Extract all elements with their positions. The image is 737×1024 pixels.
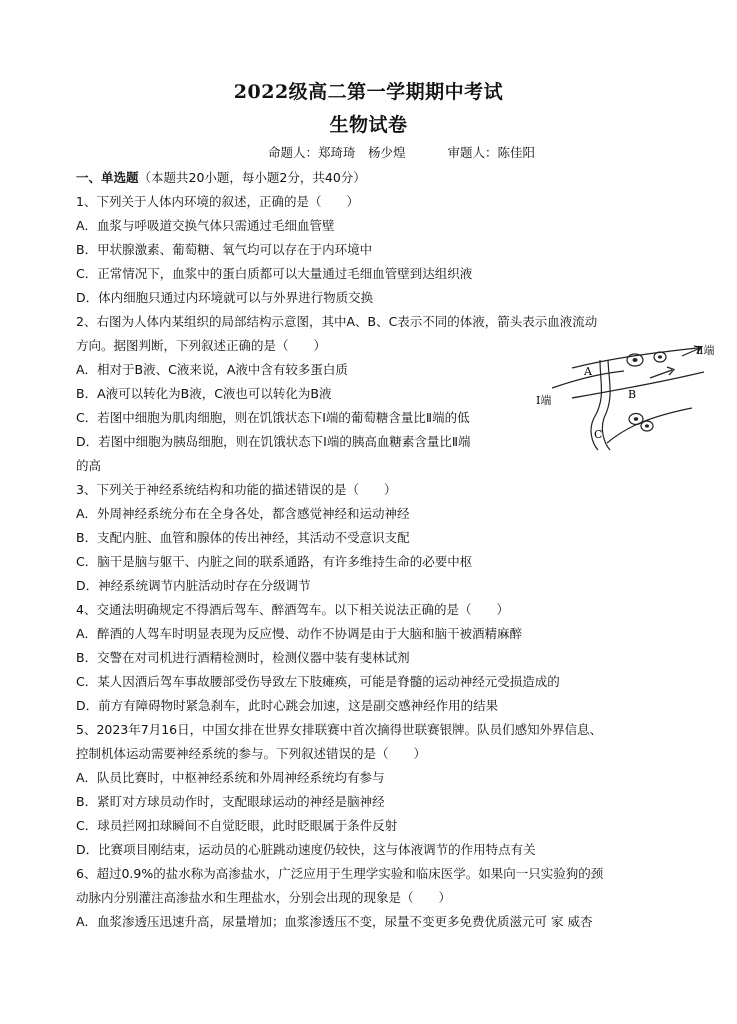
question-line: 4、交通法明确规定不得酒后驾车、醉酒驾车。以下相关说法正确的是（ ）: [76, 602, 509, 617]
label-end-2: Ⅱ端: [696, 344, 715, 357]
option-line: D．前方有障碍物时紧急刹车，此时心跳会加速，这是副交感神经作用的结果: [76, 698, 499, 713]
option-line: D．若图中细胞为胰岛细胞，则在饥饿状态下Ⅰ端的胰高血糖素含量比Ⅱ端: [76, 434, 471, 449]
reviewer-name: 审题人：陈佳阳: [447, 145, 535, 160]
question-line: 6、超过0.9%的盐水称为高渗盐水，广泛应用于生理学实验和临床医学。如果向一只实验狗的颈: [76, 866, 604, 881]
option-line: A．外周神经系统分布在全身各处，都含感觉神经和运动神经: [76, 506, 410, 521]
tissue-boundary: [607, 408, 692, 443]
option-line: B．甲状腺激素、葡萄糖、氧气均可以存在于内环境中: [76, 242, 373, 257]
section-heading: 一、单选题: [76, 170, 139, 185]
exam-subtitle: 生物试卷: [329, 114, 408, 136]
question-line: 5、2023年7月16日，中国女排在世界女排联赛中首次摘得世联赛银牌。队员们感知外界信息、: [76, 722, 603, 737]
question-line: 动脉内分别灌注高渗盐水和生理盐水，分别会出现的现象是（ ）: [76, 890, 452, 905]
section-note: （本题共20小题，每小题2分，共40分）: [138, 170, 366, 185]
label-a: A: [584, 365, 592, 378]
option-line: C．某人因酒后驾车事故腰部受伤导致左下肢瘫痪，可能是脊髓的运动神经元受损造成的: [76, 674, 560, 689]
question-line: 3、下列关于神经系统结构和功能的描述错误的是（ ）: [76, 482, 397, 497]
author-line: [268, 143, 535, 161]
option-line: B．紧盯对方球员动作时，支配眼球运动的神经是脑神经: [76, 794, 385, 809]
option-line: C．脑干是脑与躯干、内脏之间的联系通路，有许多维持生命的必要中枢: [76, 554, 473, 569]
option-line: A．队员比赛时，中枢神经系统和外周神经系统均有参与: [76, 770, 385, 785]
tissue-diagram: [532, 338, 722, 458]
option-line: D．神经系统调节内脏活动时存在分级调节: [76, 578, 311, 593]
label-c: C: [594, 428, 603, 441]
option-line: 的高: [76, 458, 102, 473]
tissue-cell-nucleus: [634, 417, 638, 421]
question-line: 控制机体运动需要神经系统的参与。下列叙述错误的是（ ）: [76, 746, 427, 761]
option-line: D．比赛项目刚结束，运动员的心脏跳动速度仍较快，这与体液调节的作用特点有关: [76, 842, 536, 857]
question-line: 方向。据图判断，下列叙述正确的是（ ）: [76, 338, 327, 353]
question-line: 1、下列关于人体内环境的叙述，正确的是（ ）: [76, 194, 359, 209]
label-end-1: Ⅰ端: [536, 394, 552, 407]
option-line: A．血浆渗透压迅速升高，尿量增加；血浆渗透压不变，尿量不变更多免费优质滋元可 家 威杏: [76, 914, 593, 929]
option-line: C．球员拦网扣球瞬间不自觉眨眼，此时眨眼属于条件反射: [76, 818, 398, 833]
option-line: B．A液可以转化为B液，C液也可以转化为B液: [76, 386, 332, 401]
option-line: B．支配内脏、血管和腺体的传出神经，其活动不受意识支配: [76, 530, 410, 545]
option-line: A．相对于B液、C液来说，A液中含有较多蛋白质: [76, 362, 348, 377]
section-heading-line: [76, 170, 366, 186]
tissue-cell-nucleus: [645, 424, 649, 427]
option-line: A．醉酒的人驾车时明显表现为反应慢、动作不协调是由于大脑和脑干被酒精麻醉: [76, 626, 523, 641]
option-line: C．正常情况下，血浆中的蛋白质都可以大量通过毛细血管壁到达组织液: [76, 266, 473, 281]
label-b: B: [628, 388, 637, 401]
blood-cell-nucleus: [658, 355, 662, 358]
blood-cell-nucleus: [633, 358, 638, 362]
setter-names: 命题人：郑琦琦 杨少煌: [268, 145, 406, 160]
option-line: A．血浆与呼吸道交换气体只需通过毛细血管壁: [76, 218, 335, 233]
flow-arrow-icon: [650, 370, 672, 378]
question-line: 2、右图为人体内某组织的局部结构示意图，其中A、B、C表示不同的体液，箭头表示血液流动: [76, 314, 598, 329]
option-line: D．体内细胞只通过内环境就可以与外界进行物质交换: [76, 290, 374, 305]
option-line: B．交警在对司机进行酒精检测时，检测仪器中装有斐林试剂: [76, 650, 410, 665]
exam-title: 2022级高二第一学期期中考试: [233, 81, 504, 103]
option-line: C．若图中细胞为肌肉细胞，则在饥饿状态下Ⅰ端的葡萄糖含量比Ⅱ端的低: [76, 410, 470, 425]
